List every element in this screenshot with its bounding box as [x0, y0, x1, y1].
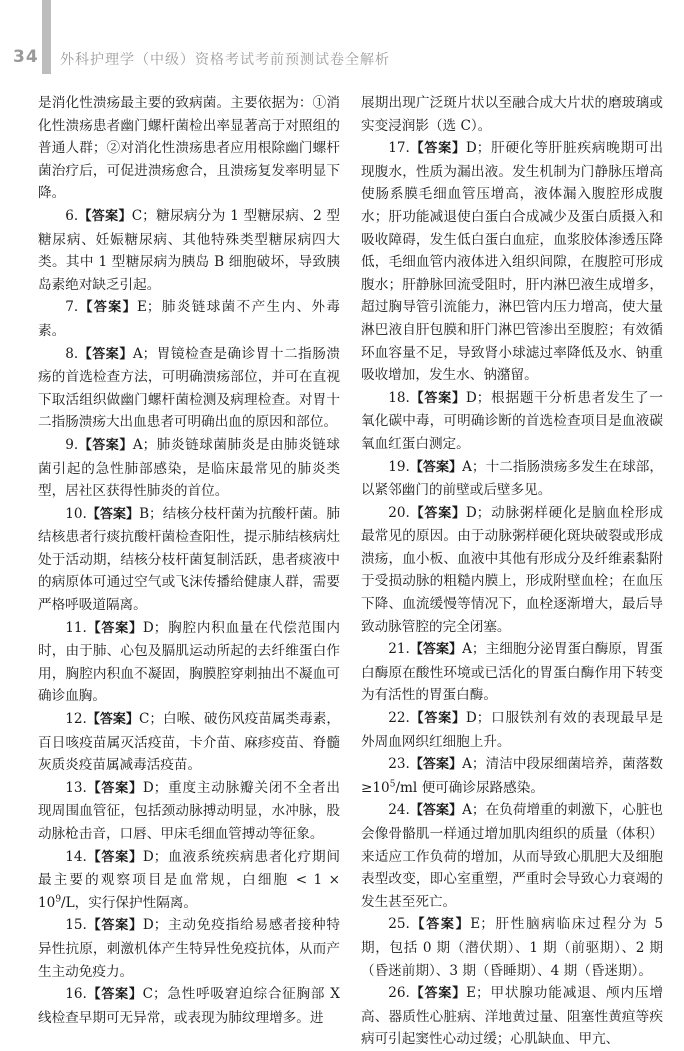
answer-item: [361, 913, 663, 982]
answer-label: 【答案】: [86, 620, 143, 636]
answer-item: [361, 707, 663, 753]
question-number: 17.: [388, 140, 410, 157]
answer-text: A；清洁中段尿细菌培养，菌落数≥10: [361, 756, 663, 796]
answer-label: 【答案】: [409, 141, 466, 157]
continuation-paragraph: 展期出现广泛斑片状以至融合成大片状的磨玻璃或实变浸润影（选 C）。: [361, 95, 663, 134]
answer-item: [38, 617, 340, 708]
answer-item: [38, 846, 340, 915]
question-number: 7.: [65, 299, 79, 316]
question-number: 23.: [388, 756, 410, 773]
question-number: 14.: [65, 848, 87, 865]
question-number: 22.: [388, 710, 410, 727]
answer-item: [38, 914, 340, 983]
answer-text: D；血液系统疾病患者化疗期间最主要的观察项目是血常规，白细胞 < 1 × 10: [38, 848, 340, 911]
answer-text: A；十二指肠溃疡多发生在球部，以紧邻幽门的前壁或后壁多见。: [361, 458, 663, 499]
answer-item: [361, 137, 663, 387]
answer-text: D；主动免疫指给易感者接种特异性抗原，刺激机体产生特异性免疫抗体，从而产生主动免疫力。: [38, 917, 340, 980]
answer-item: [361, 753, 663, 799]
question-number: 8.: [65, 345, 79, 362]
question-number: 13.: [65, 779, 87, 796]
answer-label: 【答案】: [409, 917, 471, 933]
answer-item: [38, 343, 340, 434]
answer-item: [38, 503, 340, 617]
answer-label: 【答案】: [86, 712, 139, 728]
answer-item: [361, 502, 663, 639]
answer-text: C；糖尿病分为 1 型糖尿病、2 型糖尿病、妊娠糖尿病、其他特殊类型糖尿病四大类。其中 1 型糖尿病为胰岛 B 细胞破坏，导致胰岛素绝对缺乏引起。: [38, 207, 340, 293]
answer-text: B；结核分枝杆菌为抗酸杆菌。肺结核患者行痰抗酸杆菌检查阳性，提示肺结核病灶处于活动期，结核分枝杆菌复制活跃，患者痰液中的病原体可通过空气或飞沫传播给健康人群，需要严格呼吸道隔离。: [38, 505, 340, 614]
superscript-exponent: 5: [389, 779, 396, 790]
answer-item: [38, 434, 340, 503]
left-answer-list: [38, 205, 340, 1029]
answer-text: /L，实行保护性隔离。: [61, 894, 197, 911]
answer-text: A；在负荷增重的刺激下，心脏也会像骨骼肌一样通过增加肌肉组织的质量（体积）来适应工作负荷的增加，从而导致心肌肥大及细胞表型改变，即心室重塑，严重时会导致心力衰竭的发生甚至死亡。: [361, 802, 663, 910]
superscript-exponent: 9: [55, 894, 62, 905]
question-number: 16.: [65, 986, 87, 1003]
answer-label: 【答案】: [86, 849, 143, 865]
answer-text: C；急性呼吸窘迫综合征胸部 X 线检查早期可无异常，或表现为肺纹理增多。进: [38, 986, 340, 1026]
answer-item: [361, 638, 663, 707]
question-number: 26.: [388, 985, 410, 1002]
answer-item: [38, 708, 340, 777]
answer-label: 【答案】: [78, 300, 137, 316]
question-number: 6.: [65, 207, 79, 224]
answer-label: 【答案】: [78, 437, 133, 453]
left-column: [38, 92, 340, 1026]
question-number: 19.: [388, 458, 410, 475]
question-number: 11.: [65, 619, 87, 636]
answer-label: 【答案】: [409, 986, 467, 1002]
question-number: 10.: [65, 505, 87, 522]
answer-text: D；动脉粥样硬化是脑血栓形成最常见的原因。由于动脉粥样硬化斑块破裂或形成溃疡，血小板、血液中其他有形成分及纤维素黏附于受损动脉的粗糙内膜上，形成附壁血栓；在血压下降、血流缓慢等情况下，血栓逐渐增大，最后导致动脉管腔的完全闭塞。: [361, 504, 663, 635]
answer-text: D；重度主动脉瓣关闭不全者出现周围血管征，包括颈动脉搏动明显，水冲脉，股动脉枪击音，口唇、甲床毛细血管搏动等征象。: [38, 779, 340, 842]
question-number: 15.: [65, 917, 87, 934]
answer-label: 【答案】: [409, 459, 463, 475]
answer-label: 【答案】: [409, 757, 463, 773]
running-title: 外科护理学（中级）资格考试考前预测试卷全解析: [60, 52, 390, 68]
answer-label: 【答案】: [78, 346, 133, 362]
answer-text: E；甲状腺功能减退、颅内压增高、器质性心脏病、洋地黄过量、阻塞性黄疸等疾病可引起窦性心动过缓；心肌缺血、甲亢、: [361, 985, 663, 1048]
answer-text: D；根据题干分析患者发生了一氧化碳中毒，可明确诊断的首选检查项目是血液碳氧血红蛋白测定。: [361, 389, 663, 452]
answer-item: [361, 799, 663, 913]
answer-text: E；肝性脑病临床过程分为 5 期，包括 0 期（潜伏期）、1 期（前驱期）、2 期（昏迷前期）、3 期（昏睡期）、4 期（昏迷期）。: [361, 916, 663, 979]
answer-item: [361, 456, 663, 502]
header-divider-bar: [42, 0, 51, 74]
answer-text: E；肺炎链球菌不产生内、外毒素。: [38, 299, 340, 339]
question-number: 18.: [388, 389, 410, 406]
page-header: [0, 0, 684, 80]
answer-item: [361, 387, 663, 456]
answer-label: 【答案】: [86, 780, 143, 796]
answer-text: A；胃镜检查是确诊胃十二指肠溃疡的首选检查方法，可明确溃疡部位，并可在直视下取活组织做幽门螺杆菌检测及病理检查。对胃十二指肠溃疡大出血患者可明确出血的原因和部位。: [38, 345, 340, 431]
question-number: 21.: [388, 641, 410, 658]
right-column: [361, 92, 663, 1048]
answer-text: A；肺炎链球菌肺炎是由肺炎链球菌引起的急性肺部感染，是临床最常见的肺炎类型，居社区获得性肺炎的首位。: [38, 436, 340, 500]
answer-label: 【答案】: [409, 642, 463, 658]
answer-item: [38, 296, 340, 342]
question-number: 20.: [388, 504, 410, 521]
answer-label: 【答案】: [409, 803, 463, 819]
answer-label: 【答案】: [86, 987, 143, 1003]
answer-label: 【答案】: [86, 918, 143, 934]
answer-item: [38, 983, 340, 1029]
answer-text: D；口服铁剂有效的表现最早是外周血网织红细胞上升。: [361, 710, 663, 750]
question-number: 12.: [65, 711, 87, 728]
continuation-paragraph: 是消化性溃疡最主要的致病菌。主要依据为：①消化性溃疡患者幽门螺杆菌检出率显著高于对照组的普通人群；②对消化性溃疡患者应用根除幽门螺杆菌治疗后，可促进溃疡愈合，且溃疡复发率明显下降。: [38, 95, 340, 202]
page-number: 34: [13, 47, 39, 67]
answer-item: [361, 982, 663, 1051]
answer-text: C；白喉、破伤风疫苗属类毒素，百日咳疫苗属灭活疫苗，卡介苗、麻疹疫苗、脊髓灰质炎疫苗属减毒活疫苗。: [38, 711, 340, 774]
question-number: 25.: [388, 916, 410, 933]
answer-text: D；胸腔内积血量在代偿范围内时，由于肺、心包及膈肌运动所起的去纤维蛋白作用，胸腔内积血不凝固，胸膜腔穿刺抽出不凝血可确诊血胸。: [38, 619, 340, 705]
answer-text: D；肝硬化等肝脏疾病晚期可出现腹水，性质为漏出液。发生机制为门静脉压增高使肠系膜毛细血管压增高，液体漏入腹腔形成腹水；肝功能减退使白蛋白合成减少及蛋白质摄入和吸收障碍，发生低白蛋白血症，血浆胶体渗透压降低，毛细血管内液体进入组织间隙，在腹腔可形成腹水；肝静脉回流受阻时，肝内淋巴液生成增多，超过胸导管引流能力，淋巴管内压力增高，使大量淋巴液自肝包膜和肝门淋巴管渗出至腹腔；有效循环血容量不足，导致肾小球滤过率降低及水、钠重吸收增加，发生水、钠潴留。: [361, 140, 663, 384]
answer-label: 【答案】: [86, 506, 140, 522]
answer-item: [38, 777, 340, 846]
answer-text: /ml 便可确诊尿路感染。: [395, 779, 544, 796]
answer-label: 【答案】: [409, 390, 466, 406]
answer-label: 【答案】: [409, 505, 466, 521]
question-number: 24.: [388, 802, 410, 819]
answer-label: 【答案】: [78, 208, 132, 224]
answer-item: [38, 205, 340, 296]
answer-text: A；主细胞分泌胃蛋白酶原，胃蛋白酶原在酸性环境或已活化的胃蛋白酶作用下转变为有活性的胃蛋白酶。: [361, 641, 663, 704]
right-answer-list: [361, 137, 663, 1051]
answer-label: 【答案】: [409, 711, 466, 727]
question-number: 9.: [65, 436, 79, 453]
